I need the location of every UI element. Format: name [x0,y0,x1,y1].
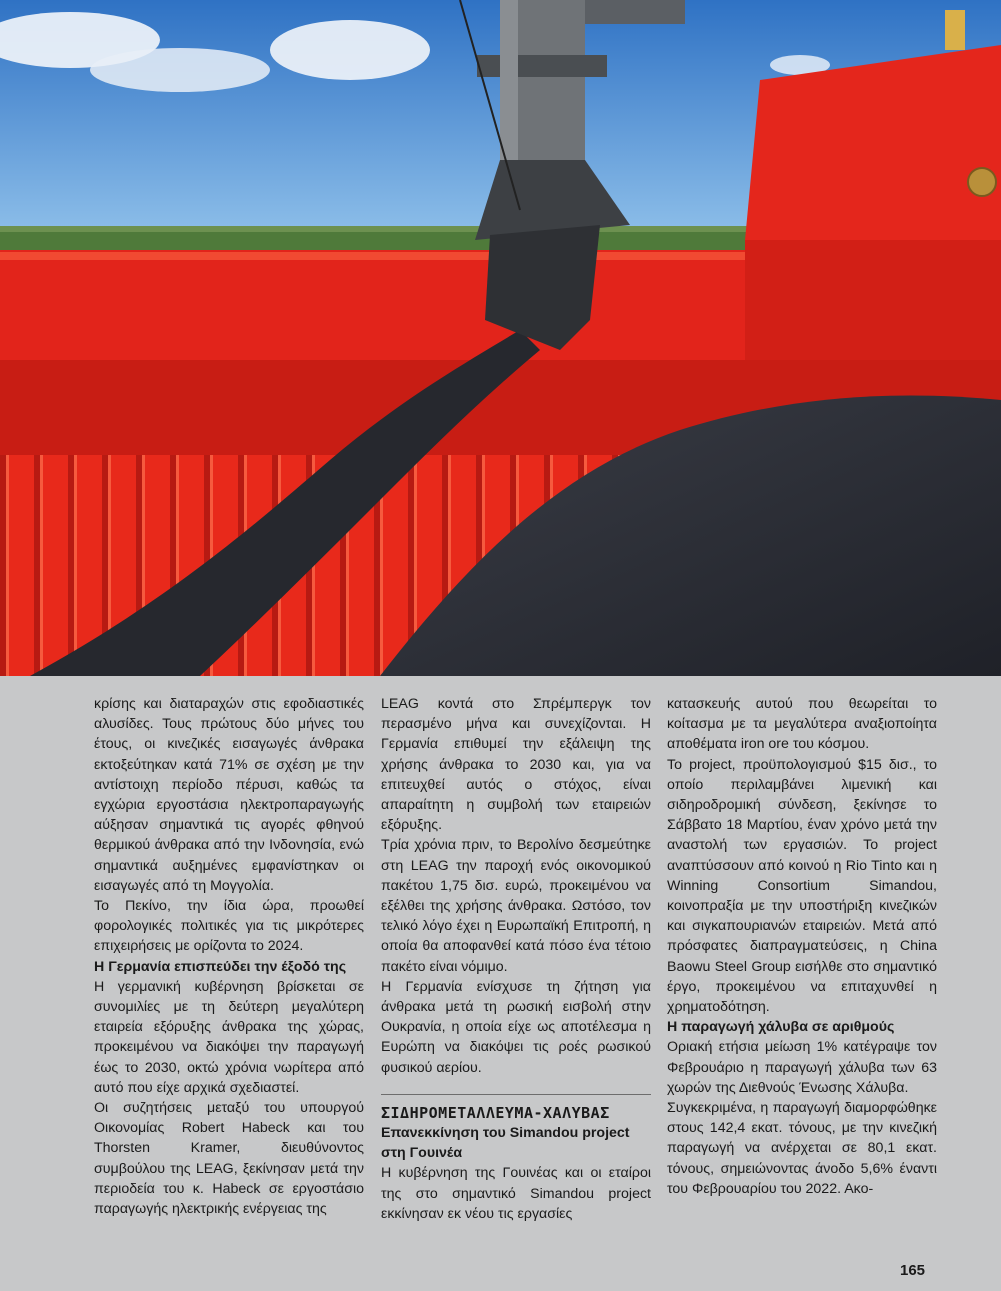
text-column-1 [94,694,364,1219]
paragraph: κρίσης και διαταραχών στις εφοδιαστικές αλυσίδες. Τους πρώτους δύο μήνες του έτους, οι κινεζικές εισαγωγές άνθρακα εκτοξεύτηκαν κατά 71% σε σχέση με την αντίστοιχη περίοδο πέρυσι, καθώς τα εγχώρια εργοστάσια ηλεκτροπαραγωγής αύξησαν σημαντικά τις αγορές φθηνού θερμικού άνθρακα από την Ινδονησία, ενώ σημαντικά αυξημένες εμφανίστηκαν οι εισαγωγές από τη Μογγολία. [94,696,364,894]
page-number: 165 [900,1262,926,1279]
paragraph: κατασκευής αυτού που θεωρείται το κοίτασμα με τα μεγαλύτερα αναξιοποίητα αποθέματα iron ore του κόσμου. [667,696,937,753]
text-column-2 [381,694,651,1224]
section-title: ΣΙΔΗΡΟΜΕΤΑΛΛΕΥΜΑ-ΧΑΛΥΒΑΣ [381,1103,610,1122]
subheading-germany: Η Γερμανία επισπεύδει την έξοδό της [94,958,347,975]
paragraph: Οι συζητήσεις μεταξύ του υπουργού Οικονομίας Robert Habeck και του Thorsten Kramer, διευθύνοντος συμβούλου της LEAG, ξεκίνησαν μετά την περιοδεία του κ. Habeck σε εργοστάσιο παραγωγής ηλεκτρικής ενέργειας της [94,1100,364,1218]
text-column-3 [667,694,937,1199]
paragraph: Οριακή ετήσια μείωση 1% κατέγραψε τον Φεβρουάριο η παραγωγή χάλυβα των 63 χωρών της Διεθνούς Ένωσης Χάλυβα. [667,1039,937,1096]
paragraph: LEAG κοντά στο Σπρέμπεργκ τον περασμένο μήνα και συνεχίζονται. Η Γερμανία επιθυμεί την εξάλειψη της χρήσης άνθρακα το 2030 και, για να επιτευχθεί αυτός ο στόχος, είναι απαραίτητη η συμβολή των εταιρειών εξόρυξης. [381,696,651,834]
subheading-steel: Η παραγωγή χάλυβα σε αριθμούς [667,1019,895,1036]
paragraph: Το project, προϋπολογισμού $15 δισ., το οποίο περιλαμβάνει λιμενική και σιδηροδρομική σύνδεση, ξεκίνησε το Σάββατο 18 Μαρτίου, έναν χρόνο μετά την αναστολή των εργασιών. Το project αναπτύσσουν από κοινού η Rio Tinto και η Winning Consortium Simandou, κοινοπραξία με την υποστήριξη κινεζικών και σιγκαπουριανών εταιρειών. Μετά από πρόσφατες διαπραγματεύσεις, η China Baowu Steel Group εισήλθε στο σημαντικό έργο, προκειμένου να επιταχυνθεί η χρηματοδότηση. [667,756,937,1016]
paragraph: Η Γερμανία ενίσχυσε τη ζήτηση για άνθρακα μετά τη ρωσική εισβολή στην Ουκρανία, η οποία είχε ως αποτέλεσμα η Ευρώπη να διακόψει τις ροές ρωσικού φυσικού αερίου. [381,978,651,1076]
article-title-simandou: Επανεκκίνηση του Simandou project στη Γουινέα [381,1125,630,1162]
paragraph: Η κυβέρνηση της Γουινέας και οι εταίροι της στο σημαντικό Simandou project εκκίνησαν εκ νέου τις εργασίες [381,1165,651,1222]
paragraph: Τρία χρόνια πριν, το Βερολίνο δεσμεύτηκε στη LEAG την παροχή ενός οικονομικού πακέτου 1,75 δισ. ευρώ, προκειμένου να εξέλθει της χρήσης άνθρακα. Ωστόσο, τον τελικό λόγο έχει η Ευρωπαϊκή Επιτροπή, η οποία θα αποφανθεί κατά πόσο ένα τέτοιο πακέτο είναι νόμιμο. [381,837,651,975]
paragraph: Συγκεκριμένα, η παραγωγή διαμορφώθηκε στους 142,4 εκατ. τόνους, με την κινεζική παραγωγή να ανέρχεται σε 80,1 εκατ. τόνους, σημειώνοντας άνοδο 5,6% έναντι του Φεβρουαρίου του 2022. Ακο- [667,1100,937,1197]
paragraph: Η γερμανική κυβέρνηση βρίσκεται σε συνομιλίες με τη δεύτερη μεγαλύτερη εταιρεία εξόρυξης άνθρακα της χώρας, προκειμένου να διακόψει την παραγωγή έως το 2030, οκτώ χρόνια νωρίτερα από αυτό που είχε αρχικά σχεδιαστεί. [94,978,364,1096]
section-divider [381,1094,651,1095]
paragraph: Το Πεκίνο, την ίδια ώρα, προωθεί φορολογικές πολιτικές για τις μικρότερες επιχειρήσεις με ορίζοντα το 2024. [94,898,364,955]
